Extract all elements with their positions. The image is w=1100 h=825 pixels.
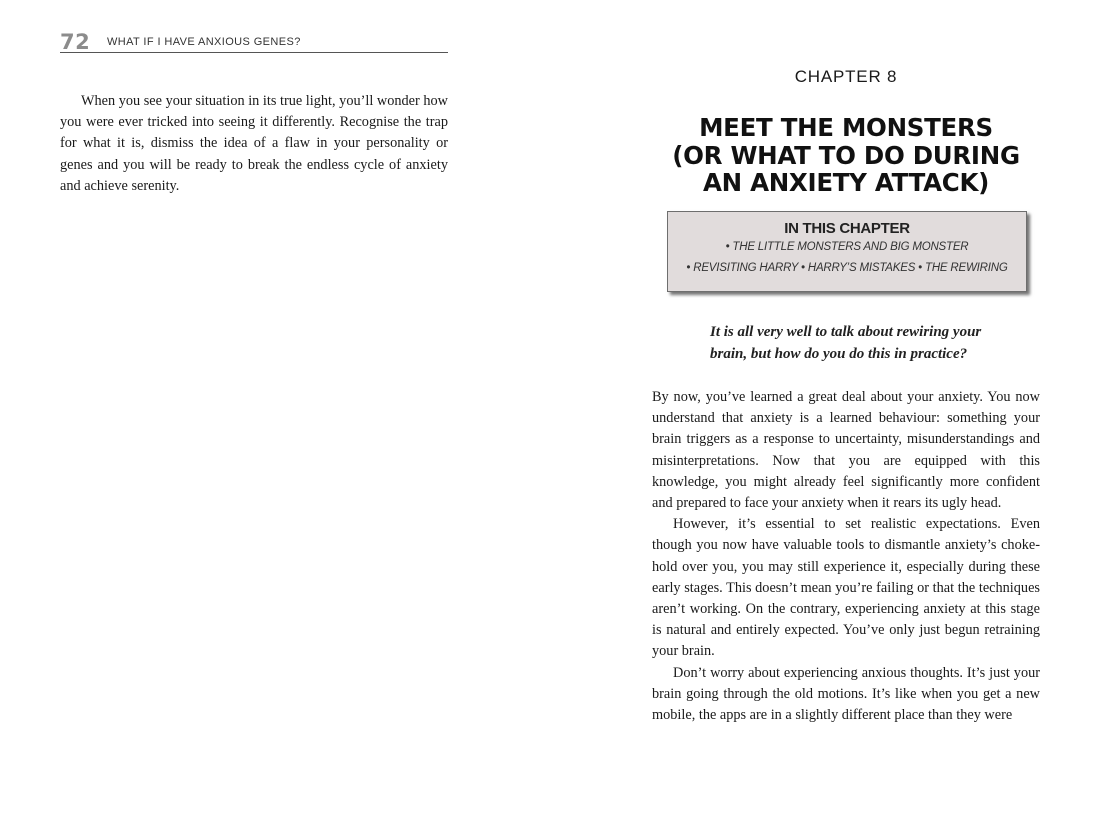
in-this-chapter-item: • REVISITING HARRY • HARRY’S MISTAKES • THE REWIRING xyxy=(686,262,1008,274)
chapter-label: CHAPTER 8 xyxy=(794,67,898,86)
epigraph-line: It is all very well to talk about rewiring your xyxy=(710,324,982,340)
chapter-title-line: MEET THE MONSTERS xyxy=(699,113,993,142)
chapter-body-text xyxy=(652,387,1040,726)
epigraph xyxy=(710,322,1010,365)
running-title: WHAT IF I HAVE ANXIOUS GENES? xyxy=(107,36,301,48)
chapter-title-line: (OR WHAT TO DO DURING xyxy=(672,140,1020,170)
epigraph-line: brain, but how do you do this in practice? xyxy=(710,345,968,362)
chapter-title-line: AN ANXIETY ATTACK) xyxy=(702,168,990,197)
in-this-chapter-box xyxy=(667,211,1027,292)
in-this-chapter-item: • THE LITTLE MONSTERS AND BIG MONSTER xyxy=(725,241,969,253)
page-number: 72 xyxy=(60,30,91,54)
running-head xyxy=(60,28,448,53)
body-paragraph: However, it’s essential to set realistic expectations. Even though you now have valuable tools to dismantle anxiety’s choke-hold over you, you may still experience it, especially during these early stages. This doesn’t mean you’re failing or that the techniques aren’t working. On the contrary, experiencing anxiety at this stage is natural and entirely expected. You’ve only just begun retraining your brain. xyxy=(652,516,1040,660)
in-this-chapter-heading: IN THIS CHAPTER xyxy=(784,220,910,237)
body-paragraph: Don’t worry about experiencing anxious thoughts. It’s just your brain going through the old motions. It’s like when you get a new mobile, the apps are in a slightly different place than they were xyxy=(652,664,1040,724)
left-page-paragraph: When you see your situation in its true light, you’ll wonder how you were ever tricked into seeing it differently. Recognise the trap for what it is, dismiss the idea of a flaw in your personality or genes and you will be ready to break the endless cycle of anxiety and achieve serenity. xyxy=(60,93,448,194)
chapter-title xyxy=(640,114,1052,197)
body-paragraph: By now, you’ve learned a great deal about your anxiety. You now understand that anxiety is a learned behaviour: something your brain triggers as a response to uncertainty, misunderstandings and misinterpretations. Now that you are equipped with this knowledge, you might already feel significantly more confident and prepared to face your anxiety when it rears its ugly head. xyxy=(652,389,1040,512)
